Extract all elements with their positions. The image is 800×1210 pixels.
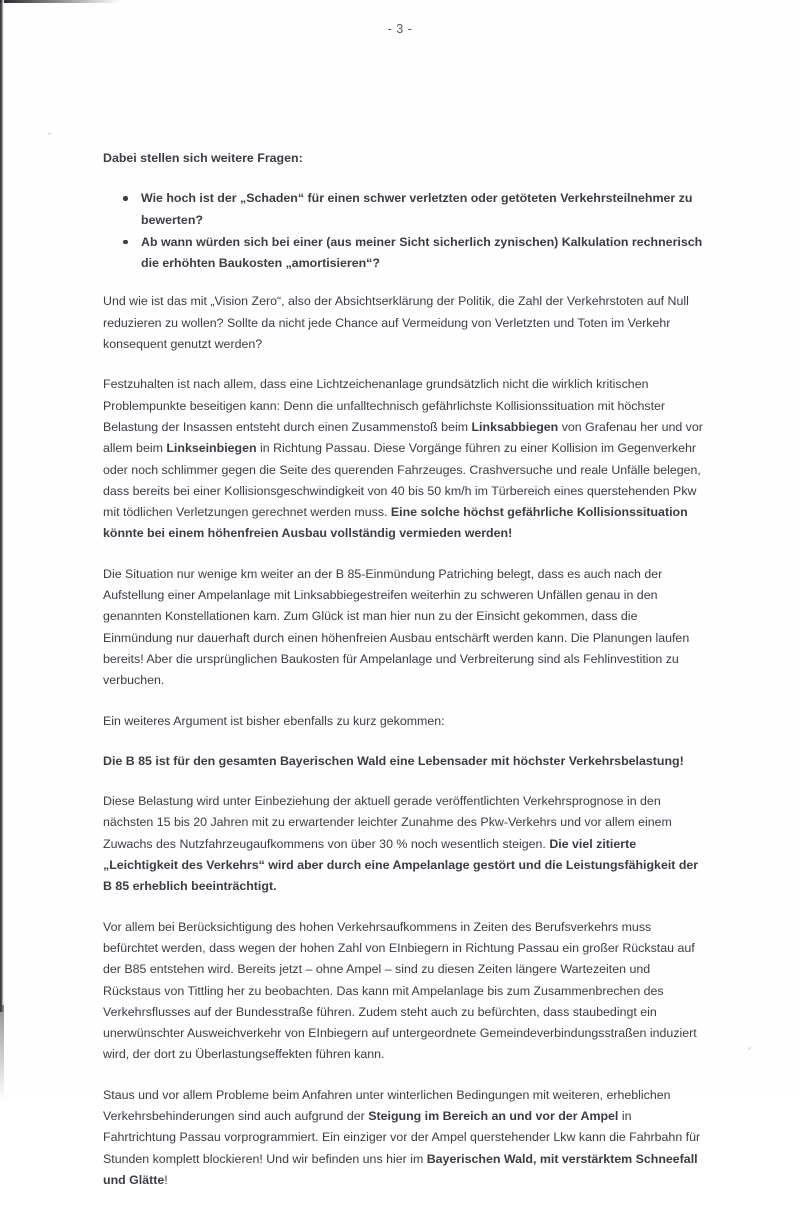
page-number: - 3 -	[387, 22, 413, 36]
paragraph-winter	[103, 1085, 703, 1191]
bullet-icon	[123, 240, 128, 245]
paragraph-weiteres-argument	[103, 711, 703, 732]
emphasis-text: Die B 85 ist für den gesamten Bayerischen Wald eine Lebensader mit höchster Verkehrsbelastung!	[103, 753, 684, 768]
body-text: !	[164, 1172, 168, 1187]
paragraph-patriching	[103, 564, 703, 692]
question-list	[103, 188, 703, 274]
body-text: Die Situation nur wenige km weiter an der B 85-Einmündung Patriching belegt, dass es auch nach der Aufstellung einer Ampelanlage mit Linksabbiegestreifen weiterhin zu schweren Unfällen genau in den genannten Konstellationen kam. Zum Glück ist man hier nun zu der Einsicht gekommen, dass die Einmündung nur dauerhaft durch einen höhenfreien Ausbau entschärft werden kann. Die Planungen laufen bereits! Aber die ursprünglichen Baukosten für Ampelanlage und Verbreiterung sind als Fehlinvestition zu verbuchen.	[103, 566, 690, 688]
body-text: Ein weiteres Argument ist bisher ebenfalls zu kurz gekommen:	[103, 713, 445, 728]
document-body	[103, 148, 703, 1210]
scan-speck	[748, 1047, 751, 1050]
paragraph-lebensader	[103, 751, 703, 772]
list-item	[103, 188, 703, 231]
intro-heading: Dabei stellen sich weitere Fragen:	[103, 151, 303, 165]
paragraph-lichtzeichenanlage	[103, 374, 703, 544]
emphasis-text: Steigung im Bereich an und vor der Ampel	[368, 1108, 619, 1123]
list-item-label: Wie hoch ist der „Schaden“ für einen schwer verletzten oder getöteten Verkehrsteilnehmer zu bewerten?	[141, 191, 693, 227]
scan-edge-left-fade-artifact	[0, 1005, 4, 1099]
paragraph-vision-zero	[103, 291, 703, 355]
body-text: Vor allem bei Berücksichtigung des hohen Verkehrsaufkommens in Zeiten des Berufsverkehrs muss befürchtet werden, dass wegen der hohen Zahl von EInbiegern in Richtung Passau ein großer Rückstau auf der B85 entstehen wird. Bereits jetzt – ohne Ampel – sind zu diesen Zeiten längere Wartezeiten und Rückstaus von Tittling her zu beobachten. Das kann mit Ampelanlage bis zum Zusammenbrechen des Verkehrsflusses auf der Bundesstraße führen. Zudem steht auch zu befürchten, dass staubedingt ein unerwünschter Ausweichverkehr von EInbiegern auf untergeordnete Gemeindeverbindungsstraßen induziert wird, der dort zu Überlastungseffekten führen kann.	[103, 919, 697, 1062]
emphasis-text: Die viel zitierte „Leichtigkeit des Verkehrs“ wird aber durch eine Ampelanlage gestört und die Leistungsfähigkeit der B 85 erheblich beeinträchtigt.	[103, 836, 699, 894]
paragraph-verkehrsprognose	[103, 791, 703, 897]
emphasis-text: Linkseinbiegen	[166, 441, 257, 456]
body-text: Diese Belastung wird unter Einbeziehung der aktuell gerade veröffentlichten Verkehrsprognose in den nächsten 15 bis 20 Jahren mit zu erwartender leichter Zunahme des Pkw-Verkehrs und vor allem einem Zuwachs des Nutzfahrzeugaufkommens von über 30 % noch wesentlich steigen.	[103, 794, 672, 851]
scan-speck	[48, 132, 51, 135]
paragraph-container	[103, 291, 703, 1191]
emphasis-text: Eine solche höchst gefährliche Kollisionssituation könnte bei einem höhenfreien Ausbau vollständig vermieden werden!	[103, 505, 688, 541]
body-text: Festzuhalten ist nach allem, dass eine Lichtzeichenanlage grundsätzlich nicht die wirklich kritischen Problempunkte beseitigen kann: Denn die unfalltechnisch gefährlichste Kollisionssituation mit höchster Belastung der Insassen entsteht durch einen Zusammenstoß beim	[103, 377, 666, 434]
emphasis-text: Bayerischen Wald, mit verstärktem Schneefall und Glätte	[103, 1151, 698, 1187]
scan-edge-left-artifact	[0, 0, 4, 1012]
body-text: von Grafenau her und vor allem beim	[103, 419, 703, 456]
list-item-label: Ab wann würden sich bei einer (aus meiner Sicht sicherlich zynischen) Kalkulation rechnerisch die erhöhten Baukosten „amortisieren“?	[141, 234, 703, 271]
paragraph-berufsverkehr	[103, 917, 703, 1066]
bullet-icon	[123, 196, 128, 201]
body-text: in Fahrtrichtung Passau vorprogrammiert. Ein einziger vor der Ampel querstehender Lkw kann die Fahrbahn für Stunden komplett blockieren! Und wir befinden uns hier im	[103, 1108, 701, 1166]
emphasis-text: Linksabbiegen	[471, 419, 559, 434]
body-text: Und wie ist das mit „Vision Zero“, also der Absichtserklärung der Politik, die Zahl der Verkehrstoten auf Null reduzieren zu wollen? Sollte da nicht jede Chance auf Vermeidung von Verletzten und Toten im Verkehr konsequent genutzt werden?	[103, 294, 689, 352]
body-text: in Richtung Passau. Diese Vorgänge führen zu einer Kollision im Gegenverkehr oder noch schlimmer gegen die Seite des querenden Fahrzeuges. Crashversuche und reale Unfälle belegen, dass bereits bei einer Kollisionsgeschwindigkeit von 40 bis 50 km/h im Türbereich eines querstehenden Pkw mit tödlichen Verletzungen gerechnet werden muss.	[103, 441, 701, 520]
body-text: Staus und vor allem Probleme beim Anfahren unter winterlichen Bedingungen mit weiteren, erheblichen Verkehrsbehinderungen sind auch aufgrund der	[103, 1087, 671, 1123]
scan-edge-top-artifact	[0, 0, 120, 3]
list-item	[103, 232, 703, 275]
